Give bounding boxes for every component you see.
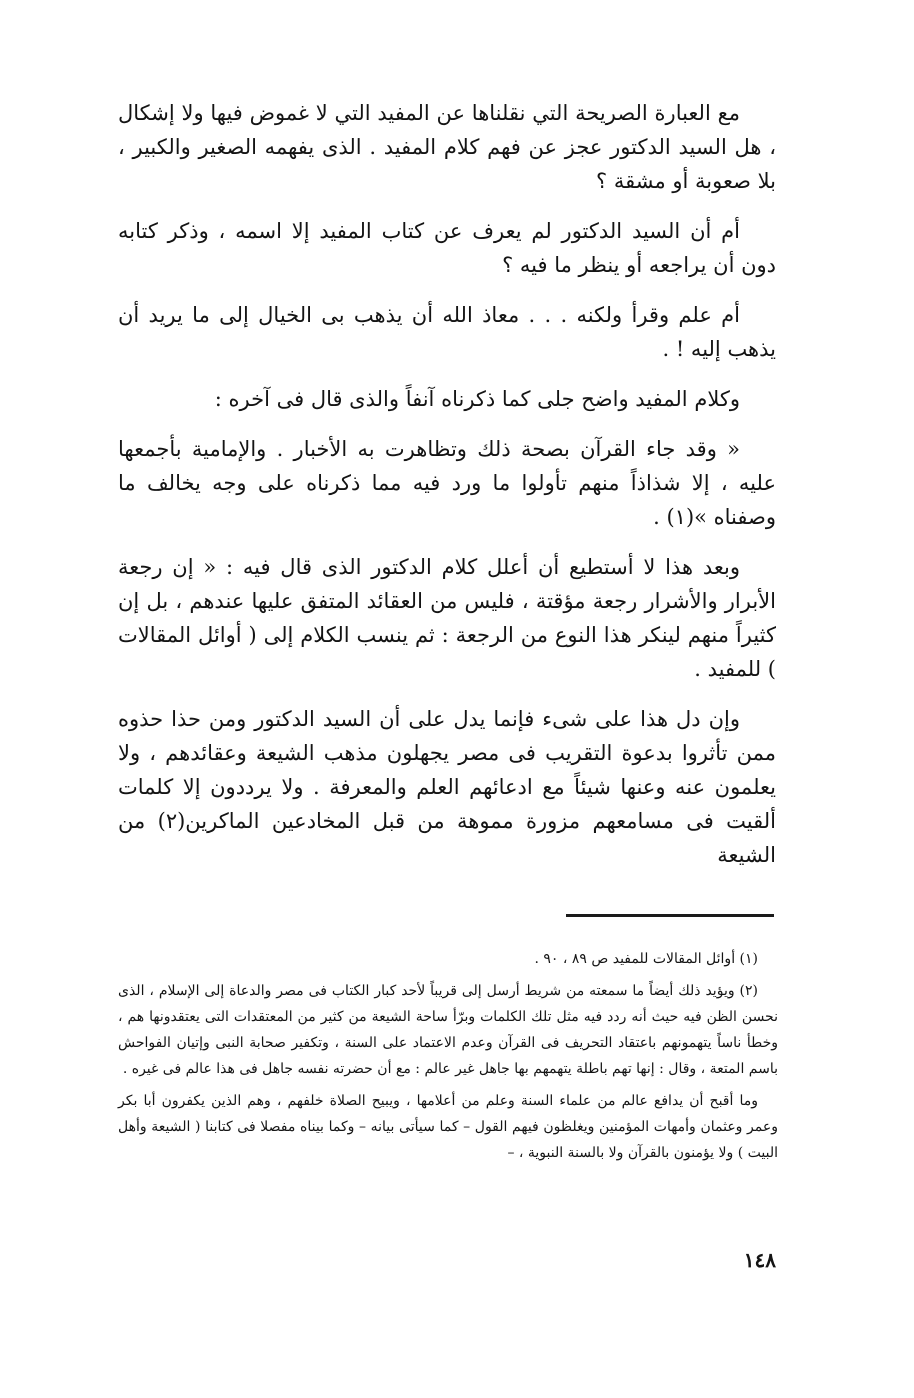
footnote-divider: [566, 914, 774, 917]
paragraph: أم أن السيد الدكتور لم يعرف عن كتاب المفيد إلا اسمه ، وذكر كتابه دون أن يراجعه أو ينظر ما فيه ؟: [118, 219, 776, 277]
page-number: ١٤٨: [743, 1248, 776, 1272]
footnote: (١) أوائل المقالات للمفيد ص ٨٩ ، ٩٠ .: [534, 951, 758, 967]
paragraph: أم علم وقرأ ولكنه . . . معاذ الله أن يذهب بى الخيال إلى ما يريد أن يذهب إليه ! .: [118, 303, 776, 361]
footnote: وما أقبح أن يدافع عالم من علماء السنة وعلم من أعلامها ، ويبيح الصلاة خلفهم ، وهم الذين يكفرون أبا بكر وعمر وعثمان وأمهات المؤمنين ويغلظون فيهم القول – كما سيأتى بيانه – وكما بيناه مفصلا فى كتابنا ( الشيعة وأهل البيت ) ولا يؤمنون بالقرآن ولا بالسنة النبوية ، –: [118, 1093, 778, 1161]
paragraph: وكلام المفيد واضح جلى كما ذكرناه آنفاً والذى قال فى آخره :: [214, 387, 740, 411]
paragraph: وإن دل هذا على شىء فإنما يدل على أن السيد الدكتور ومن حذا حذوه ممن تأثروا بدعوة التقريب فى مصر يجهلون مذهب الشيعة وعقائدهم ، ولا يعلمون عنه وعنها شيئاً مع ادعائهم العلم والمعرفة . ولا يرددون إلا كلمات ألقيت فى مسامعهم مزورة مموهة من قبل المخادعين الماكرين(٢) من الشيعة: [118, 707, 776, 867]
main-text: [118, 96, 776, 892]
paragraph: مع العبارة الصريحة التي نقلناها عن المفيد التي لا غموض فيها ولا إشكال ، هل السيد الدكتور عجز عن فهم كلام المفيد . الذى يفهمه الصغير والكبير ، بلا صعوبة أو مشقة ؟: [118, 101, 776, 193]
quote-paragraph: « وقد جاء القرآن بصحة ذلك وتظاهرت به الأخبار . والإمامية بأجمعها عليه ، إلا شذاذاً منهم تأولوا ما ورد فيه مما ذكرناه على وجه يخالف ما وصفناه »(١) .: [118, 437, 776, 529]
paragraph: وبعد هذا لا أستطيع أن أعلل كلام الدكتور الذى قال فيه : « إن رجعة الأبرار والأشرار رجعة مؤقتة ، فليس من العقائد المتفق عليها عندهم ، بل إن كثيراً منهم لينكر هذا النوع من الرجعة : ثم ينسب الكلام إلى ( أوائل المقالات ) للمفيد .: [118, 555, 776, 681]
footnote: (٢) ويؤيد ذلك أيضاً ما سمعته من شريط أرسل إلى قريباً لأحد كبار الكتاب فى مصر والدعاة إلى الإسلام ، الذى نحسن الظن فيه حيث أنه ردد فيه مثل تلك الكلمات وبرّأ ساحة الشيعة من كثير من المعتقدات التى يعتقدونها هم ، وخطأ ناساً يتهمونهم باعتقاد التحريف فى القرآن وعدم الاعتماد على السنة ، وتكفير صحابة النبى وإتيان الفواحش باسم المتعة ، وقال : إنها تهم باطلة يتهمهم بها جاهل غير عالم : مع أن حضرته نفسه جاهل فى هذا عالم فى غيره .: [118, 983, 778, 1077]
footnotes: [118, 946, 778, 1172]
